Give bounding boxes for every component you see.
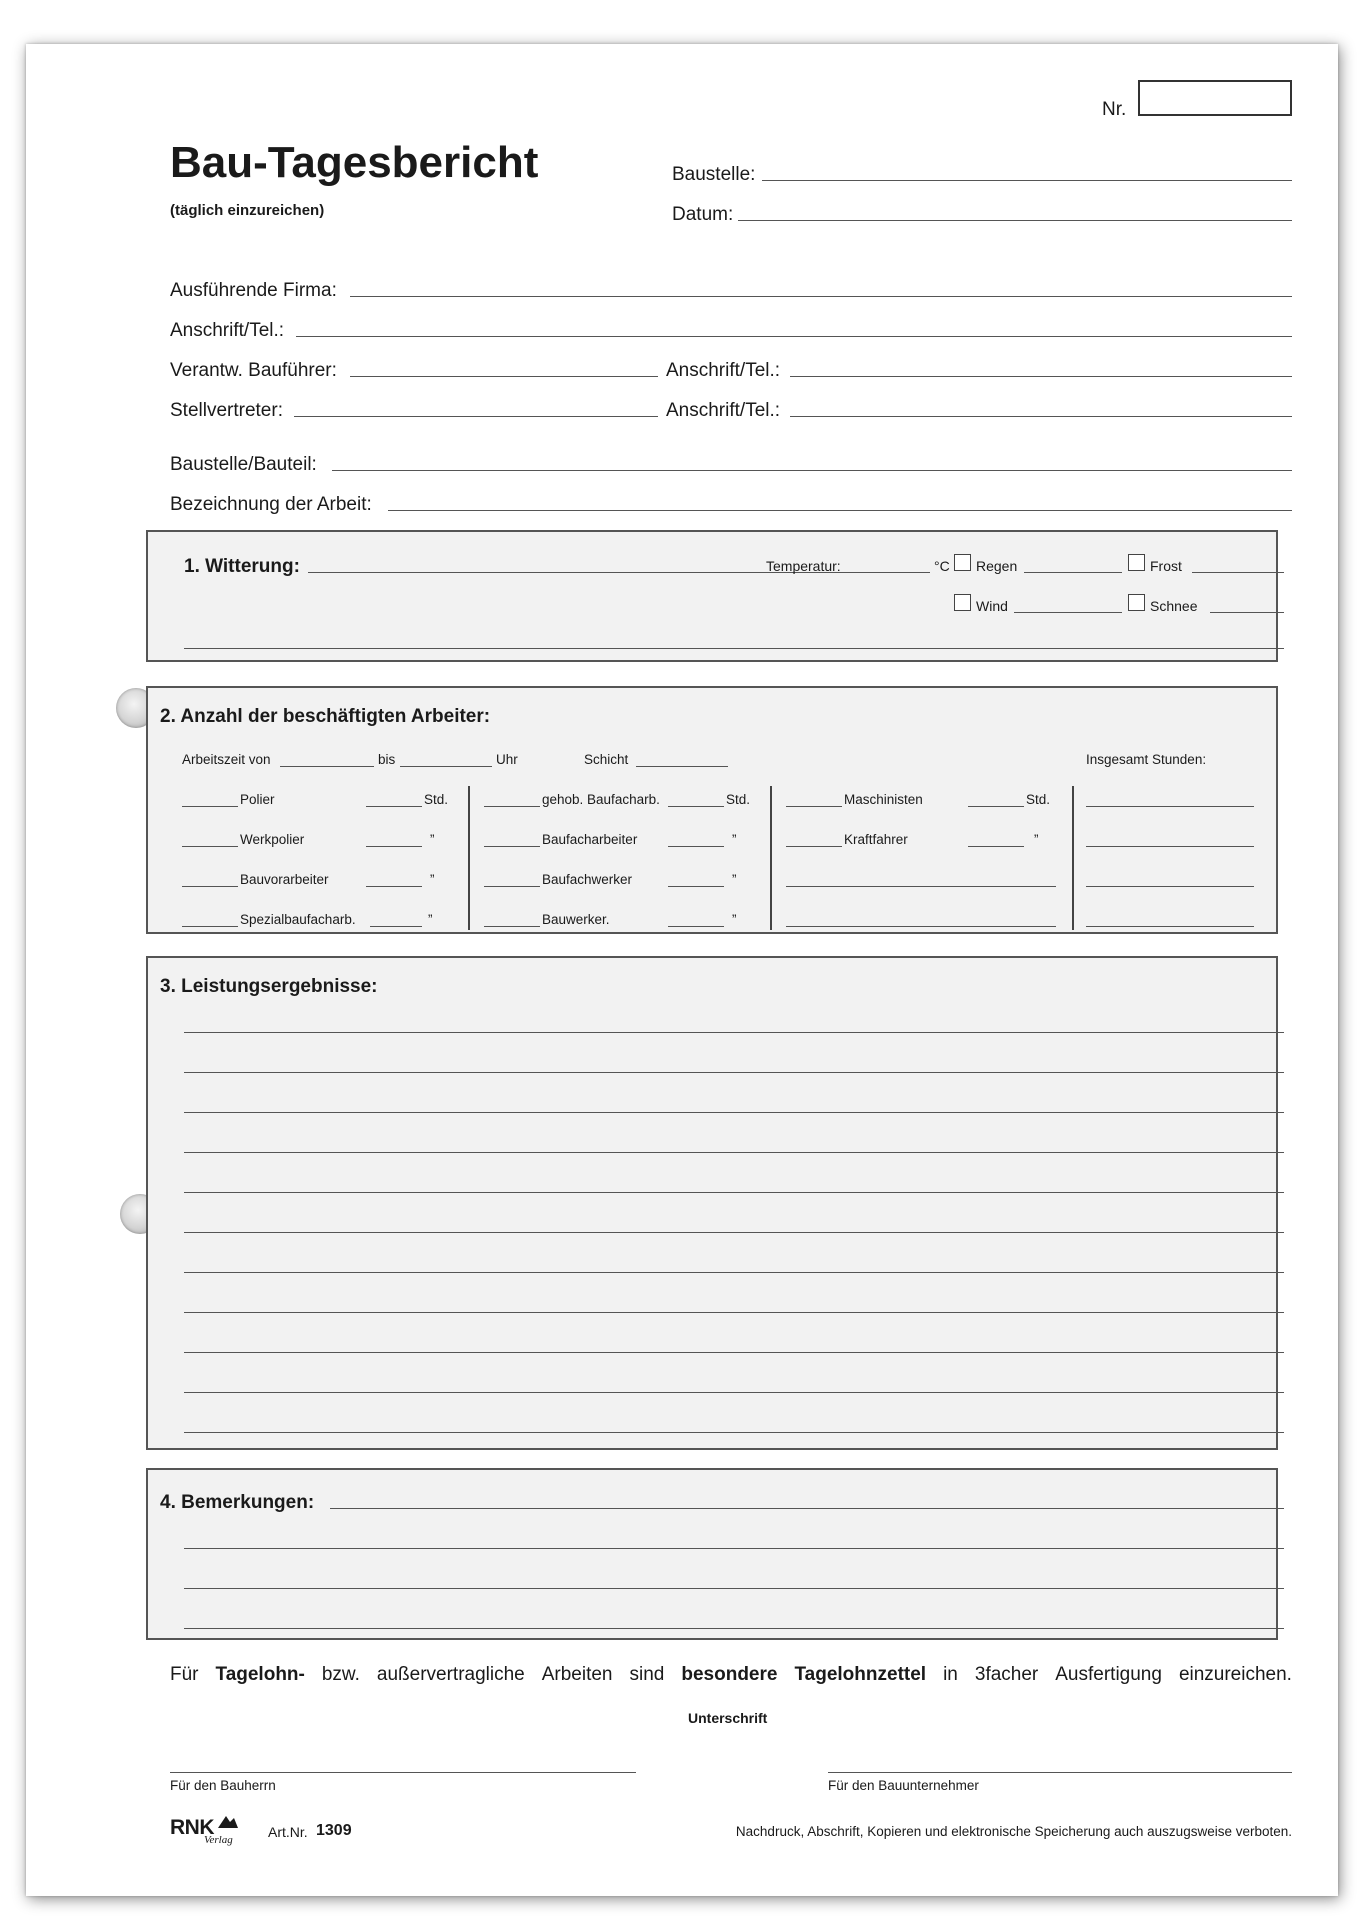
anschrift-bauführer-field[interactable] [790,376,1292,377]
leistung-line[interactable] [184,1312,1284,1313]
leistung-line[interactable] [184,1112,1284,1113]
baustelle-field[interactable] [762,180,1292,181]
spezialbaufacharb-hours-field[interactable] [370,926,422,927]
rnk-logo-sub: Verlag [204,1834,233,1846]
stellvertreter-field[interactable] [294,416,658,417]
leistung-line[interactable] [184,1152,1284,1153]
bauvorarbeiter-label: Bauvorarbeiter [240,872,329,887]
bauherrn-label: Für den Bauherrn [170,1778,276,1793]
ditto-mark: ” [1034,832,1039,847]
ditto-mark: ” [428,912,433,927]
bauwerker-count-field[interactable] [484,926,540,927]
datum-field[interactable] [738,220,1292,221]
note-word: Ausfertigung [1055,1664,1162,1685]
bemerkungen-line[interactable] [184,1588,1284,1589]
note-word: einzureichen. [1178,1664,1292,1685]
ditto-mark: ” [732,872,737,887]
arbeiter-title: 2. Anzahl der beschäftigten Arbeiter: [160,706,491,727]
kraftfahrer-label: Kraftfahrer [844,832,908,847]
column-divider [468,786,470,930]
bemerkungen-line[interactable] [184,1548,1284,1549]
total-hours-field[interactable] [1086,806,1254,807]
nr-label: Nr. [1102,99,1127,120]
extra-worker-field[interactable] [786,886,1056,887]
regen-checkbox[interactable] [954,554,971,571]
bemerkungen-line[interactable] [184,1628,1284,1629]
bauwerker-hours-field[interactable] [668,926,724,927]
artnr-label: Art.Nr. [268,1824,308,1840]
gehob-baufacharb-label: gehob. Baufacharb. [542,792,660,807]
column-divider [770,786,772,930]
anschrift-bauführer-label: Anschrift/Tel.: [666,360,781,381]
ditto-mark: ” [430,832,435,847]
regen-field[interactable] [1024,572,1122,573]
bis-label: bis [378,752,396,767]
arbeit-field[interactable] [388,510,1292,511]
leistung-line[interactable] [184,1392,1284,1393]
arbeitszeit-von-field[interactable] [280,766,374,767]
ditto-mark: ” [732,832,737,847]
firma-field[interactable] [350,296,1292,297]
std-label: Std. [424,792,449,807]
bauwerker-label: Bauwerker. [542,912,610,927]
arbeiter-section [146,686,1278,934]
bemerkungen-title: 4. Bemerkungen: [160,1492,315,1513]
temperatur-field[interactable] [846,572,930,573]
note-word: besondere [681,1664,778,1685]
bauvorarbeiter-count-field[interactable] [182,886,238,887]
witterung-section [146,530,1278,662]
leistung-line[interactable] [184,1352,1284,1353]
bauvorarbeiter-hours-field[interactable] [366,886,422,887]
schnee-checkbox[interactable] [1128,594,1145,611]
copyright-note: Nachdruck, Abschrift, Kopieren und elektronische Speicherung auch auszugsweise verboten. [735,1824,1292,1839]
leistung-line[interactable] [184,1032,1284,1033]
note-word: Für [170,1664,199,1685]
frost-label: Frost [1150,558,1182,574]
bemerkungen-section [146,1468,1278,1640]
datum-label: Datum: [672,204,734,225]
column-divider [1072,786,1074,930]
gehob-baufacharb-count-field[interactable] [484,806,540,807]
total-hours-field[interactable] [1086,886,1254,887]
bemerkungen-field[interactable] [330,1508,1284,1509]
page-subtitle: (täglich einzureichen) [170,202,325,219]
leistung-line[interactable] [184,1192,1284,1193]
tagelohn-note [170,1664,1292,1686]
bauteil-field[interactable] [332,470,1292,471]
bauunternehmer-label: Für den Bauunternehmer [828,1778,979,1793]
arbeitszeit-von-label: Arbeitszeit von [182,752,271,767]
maschinisten-hours-field[interactable] [968,806,1024,807]
rnk-logo-text: RNK [170,1816,214,1839]
note-word: sind [629,1664,665,1685]
spezialbaufacharb-label: Spezialbaufacharb. [240,912,356,927]
regen-label: Regen [976,558,1018,574]
firma-label: Ausführende Firma: [170,280,337,301]
witterung-extra-line[interactable] [184,648,1284,649]
unterschrift-label: Unterschrift [688,1710,768,1726]
leistung-title: 3. Leistungsergebnisse: [160,976,378,997]
frost-field[interactable] [1192,572,1284,573]
maschinisten-label: Maschinisten [844,792,923,807]
polier-label: Polier [240,792,275,807]
bauteil-label: Baustelle/Bauteil: [170,454,317,475]
std-label: Std. [726,792,751,807]
leistung-section [146,956,1278,1450]
anschrift-stellvertreter-field[interactable] [790,416,1292,417]
schnee-label: Schnee [1150,598,1198,614]
spezialbaufacharb-count-field[interactable] [182,926,238,927]
witterung-title: 1. Witterung: [184,556,300,577]
bauführer-field[interactable] [350,376,658,377]
temperatur-label: Temperatur: [766,558,841,574]
note-word: 3facher [974,1664,1039,1685]
rnk-logo [170,1814,250,1850]
bis-field[interactable] [400,766,492,767]
anschrift-label: Anschrift/Tel.: [170,320,285,341]
note-word: Tagelohnzettel [794,1664,927,1685]
bauführer-label: Verantw. Bauführer: [170,360,337,381]
maschinisten-count-field[interactable] [786,806,842,807]
schicht-field[interactable] [636,766,728,767]
nr-input-box[interactable] [1138,80,1292,116]
ditto-mark: ” [732,912,737,927]
baufacharbeiter-hours-field[interactable] [668,846,724,847]
note-word: Arbeiten [541,1664,613,1685]
polier-hours-field[interactable] [366,806,422,807]
wind-field[interactable] [1014,612,1122,613]
baustelle-label: Baustelle: [672,164,756,185]
total-hours-field[interactable] [1086,846,1254,847]
leistung-line[interactable] [184,1072,1284,1073]
leistung-line[interactable] [184,1232,1284,1233]
insgesamt-stunden-label: Insgesamt Stunden: [1086,752,1207,767]
kraftfahrer-count-field[interactable] [786,846,842,847]
bauunternehmer-signature-line[interactable] [828,1772,1292,1773]
std-label: Std. [1026,792,1051,807]
werkpolier-hours-field[interactable] [366,846,422,847]
leistung-line[interactable] [184,1432,1284,1433]
uhr-label: Uhr [496,752,518,767]
anschrift-field[interactable] [296,336,1292,337]
note-word: Tagelohn- [215,1664,305,1685]
anschrift-stellvertreter-label: Anschrift/Tel.: [666,400,781,421]
baufacharbeiter-count-field[interactable] [484,846,540,847]
total-hours-field[interactable] [1086,926,1254,927]
page-title: Bau-Tagesbericht [170,138,539,187]
artnr-value: 1309 [316,1822,352,1839]
note-word: außervertragliche [376,1664,525,1685]
polier-count-field[interactable] [182,806,238,807]
baufacharbeiter-label: Baufacharbeiter [542,832,638,847]
arbeit-label: Bezeichnung der Arbeit: [170,494,372,515]
schnee-field[interactable] [1210,612,1284,613]
leistung-line[interactable] [184,1272,1284,1273]
frost-checkbox[interactable] [1128,554,1145,571]
baufachwerker-label: Baufachwerker [542,872,633,887]
extra-worker-field[interactable] [786,926,1056,927]
note-word: in [943,1664,958,1685]
schicht-label: Schicht [584,752,629,767]
wind-checkbox[interactable] [954,594,971,611]
baufachwerker-count-field[interactable] [484,886,540,887]
bauherrn-signature-line[interactable] [170,1772,636,1773]
ditto-mark: ” [430,872,435,887]
gehob-baufacharb-hours-field[interactable] [668,806,724,807]
kraftfahrer-hours-field[interactable] [968,846,1024,847]
werkpolier-label: Werkpolier [240,832,305,847]
stellvertreter-label: Stellvertreter: [170,400,283,421]
celsius-unit: °C [934,558,950,574]
baufachwerker-hours-field[interactable] [668,886,724,887]
rnk-logo-icon [218,1816,238,1828]
wind-label: Wind [976,598,1008,614]
note-word: bzw. [321,1664,360,1685]
werkpolier-count-field[interactable] [182,846,238,847]
